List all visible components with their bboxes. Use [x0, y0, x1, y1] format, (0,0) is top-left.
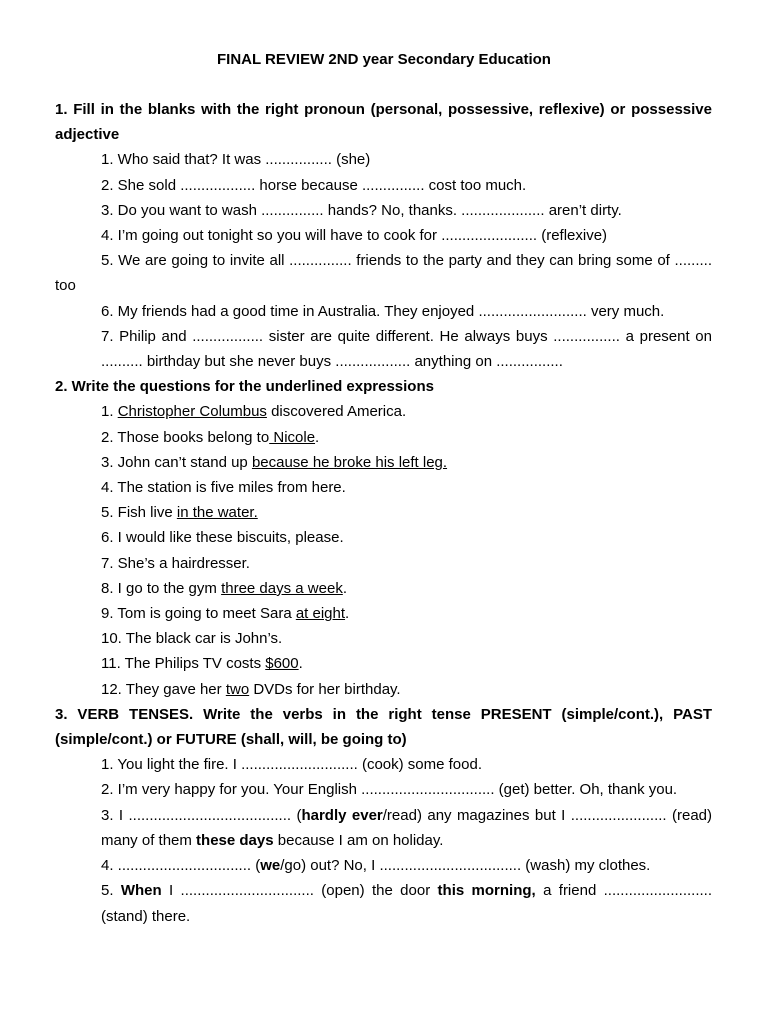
underlined-expression: Christopher Columbus: [117, 403, 267, 421]
underlined-expression: three days a week: [221, 579, 343, 597]
s2-item-12: 12. They gave her two DVDs for her birthday.: [101, 680, 401, 698]
s1-item-7: 7. Philip and ................. sister are quite different. He always buys ................ a present on .......... birthday but she never buys .................. anything on ................: [101, 327, 712, 371]
s2-item-11: 11. The Philips TV costs $600.: [101, 655, 303, 673]
s2-item-1: 1. Christopher Columbus discovered America.: [101, 403, 407, 421]
s1-item-6: 6. My friends had a good time in Australia. They enjoyed .......................... very much.: [101, 302, 665, 320]
s2-item-2: 2. Those books belong to Nicole.: [101, 428, 320, 446]
s2-item-6: 6. I would like these biscuits, please.: [101, 529, 344, 547]
s2-item-10: 10. The black car is John’s.: [101, 630, 283, 648]
s2-item-3: 3. John can’t stand up because he broke his left leg.: [101, 453, 448, 471]
s2-item-4: 4. The station is five miles from here.: [101, 479, 346, 497]
bold-keyword: these days: [196, 831, 274, 849]
s2-item-8: 8. I go to the gym three days a week.: [101, 579, 347, 597]
bold-keyword: hardly ever: [301, 806, 383, 824]
s3-item-5: 5. When I ................................ (open) the door this morning, a friend .......................... (stand) there.: [101, 882, 712, 925]
underlined-expression: two: [225, 680, 250, 698]
s3-item-2: 2. I’m very happy for you. Your English ................................ (get) better. Oh, thank you.: [101, 781, 678, 799]
s2-item-9: 9. Tom is going to meet Sara at eight.: [101, 605, 350, 623]
s1-item-3: 3. Do you want to wash ............... hands? No, thanks. .................... aren’t dirty.: [101, 201, 622, 219]
s1-item-5: 5. We are going to invite all ............... friends to the party and they can bring some of ......... too: [55, 252, 712, 295]
s2-item-5: 5. Fish live in the water.: [101, 504, 258, 522]
underlined-expression: $600: [265, 655, 299, 673]
bold-keyword: When: [120, 882, 162, 900]
s3-item-3: 3. I ....................................... (hardly ever/read) any magazines but I ....................... (read) many of them these days because I am on holiday.: [101, 806, 713, 849]
s2-item-7: 7. She’s a hairdresser.: [101, 554, 250, 572]
underlined-expression: Nicole: [269, 428, 316, 446]
page-title: FINAL REVIEW 2ND year Secondary Education: [217, 51, 551, 68]
section3-heading: 3. VERB TENSES. Write the verbs in the right tense PRESENT (simple/cont.), PAST (simple/cont.) or FUTURE (shall, will, be going to): [55, 705, 712, 749]
bold-keyword: this morning,: [437, 882, 536, 900]
s1-item-1: 1. Who said that? It was ................ (she): [101, 151, 371, 169]
underlined-expression: at eight: [295, 605, 346, 623]
section2-heading: 2. Write the questions for the underlined expressions: [55, 378, 434, 396]
underlined-expression: because he broke his left leg.: [251, 453, 448, 471]
document-body: [55, 97, 712, 929]
s1-item-4: 4. I’m going out tonight so you will have to cook for ....................... (reflexive): [101, 227, 608, 245]
section1-heading: 1. Fill in the blanks with the right pronoun (personal, possessive, reflexive) or possessive adjective: [55, 101, 712, 144]
s3-item-4: 4. ................................ (we/go) out? No, I .................................. (wash) my clothes.: [101, 857, 651, 875]
s3-item-1: 1. You light the fire. I ............................ (cook) some food.: [101, 756, 483, 774]
bold-keyword: we: [260, 857, 281, 875]
underlined-expression: in the water.: [176, 504, 258, 522]
s1-item-2: 2. She sold .................. horse because ............... cost too much.: [101, 176, 527, 194]
